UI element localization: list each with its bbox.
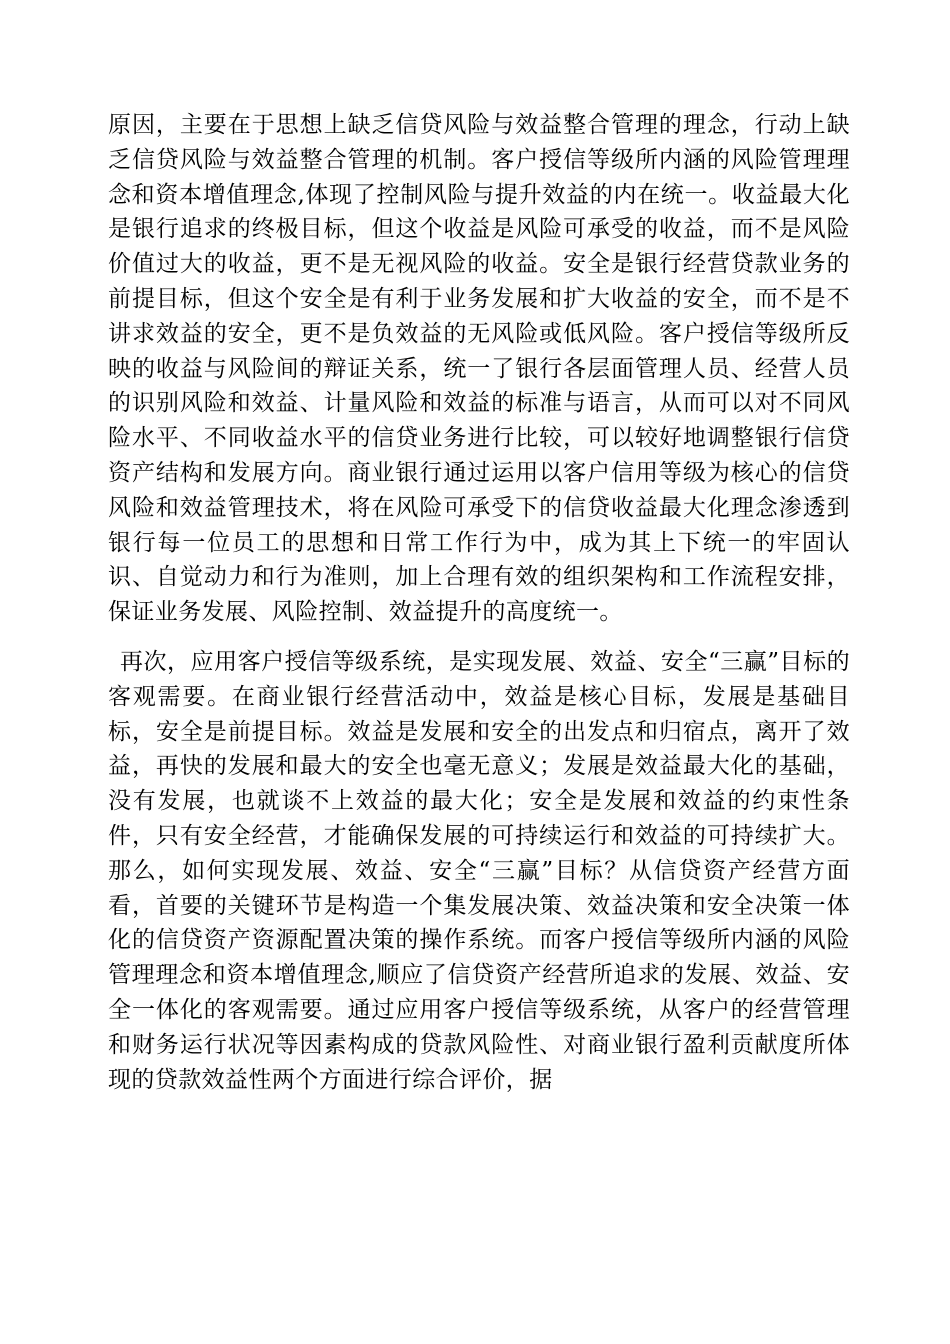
paragraph-risk-benefit-integration: 原因，主要在于思想上缺乏信贷风险与效益整合管理的理念，行动上缺乏信贷风险与效益整合管理的机制。客户授信等级所内涵的风险管理理念和资本增值理念,体现了控制风险与提升效益的内在统一。收益最大化是银行追求的终极目标，但这个收益是风险可承受的收益，而不是风险价值过大的收益，更不是无视风险的收益。安全是银行经营贷款业务的前提目标，但这个安全是有利于业务发展和扩大收益的安全，而不是不讲求效益的安全，更不是负效益的无风险或低风险。客户授信等级所反映的收益与风险间的辩证关系，统一了银行各层面管理人员、经营人员的识别风险和效益、计量风险和效益的标准与语言，从而可以对不同风险水平、不同收益水平的信贷业务进行比较，可以较好地调整银行信贷资产结构和发展方向。商业银行通过运用以客户信用等级为核心的信贷风险和效益管理技术，将在风险可承受下的信贷收益最大化理念渗透到银行每一位员工的思想和日常工作行为中，成为其上下统一的牢固认识、自觉动力和行为准则，加上合理有效的组织架构和工作流程安排，保证业务发展、风险控制、效益提升的高度统一。 [108, 112, 850, 626]
paragraph-three-win-goals: 再次，应用客户授信等级系统，是实现发展、效益、安全“三赢”目标的客观需要。在商业银行经营活动中，效益是核心目标，发展是基础目标，安全是前提目标。效益是发展和安全的出发点和归宿点，离开了效益，再快的发展和最大的安全也毫无意义；发展是效益最大化的基础，没有发展，也就谈不上效益的最大化；安全是发展和效益的约束性条件，只有安全经营，才能确保发展的可持续运行和效益的可持续扩大。那么，如何实现发展、效益、安全“三赢”目标？从信贷资产经营方面看，首要的关键环节是构造一个集发展决策、效益决策和安全决策一体化的信贷资产资源配置决策的操作系统。而客户授信等级所内涵的风险管理理念和资本增值理念,顺应了信贷资产经营所追求的发展、效益、安全一体化的客观需要。通过应用客户授信等级系统，从客户的经营管理和财务运行状况等因素构成的贷款风险性、对商业银行盈利贡献度所体现的贷款效益性两个方面进行综合评价，据 [108, 648, 850, 1093]
document-page [108, 108, 850, 1097]
